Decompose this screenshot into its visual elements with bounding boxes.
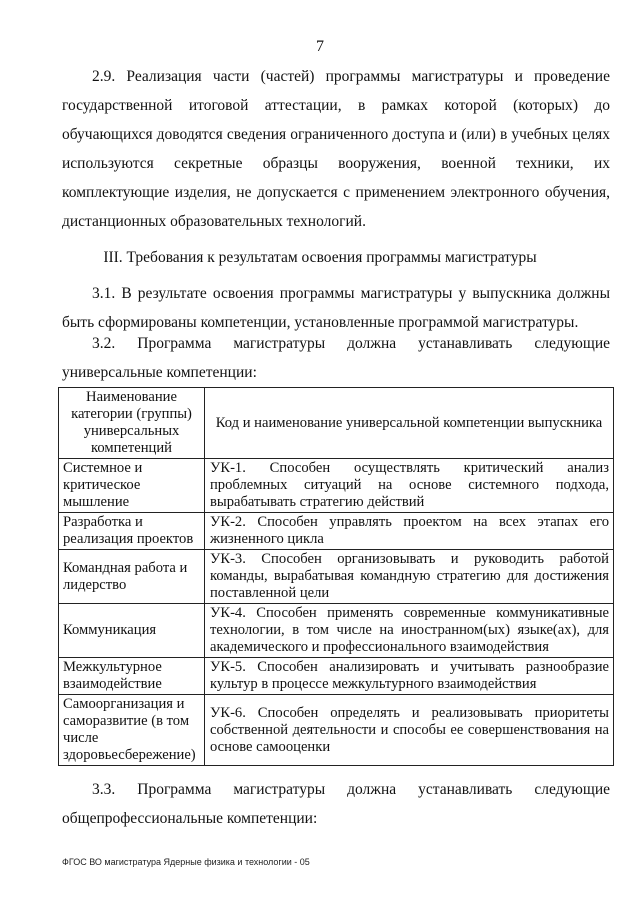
table-row bbox=[59, 658, 614, 695]
table-header-row bbox=[59, 388, 614, 459]
competence-cell: УК-4. Способен применять современные коммуникативные технологии, в том числе на иностранном(ых) языке(ах), для академического и профессионального взаимодействия bbox=[205, 604, 614, 658]
page-number: 7 bbox=[316, 38, 324, 55]
paragraph-2-9: 2.9. Реализация части (частей) программы магистратуры и проведение государственной итоговой аттестации, в рамках которой (которых) до обучающихся доводятся сведения ограниченного доступа и (или) в учебных целях используются секретные образцы вооружения, военной техники, их комплектующие изделия, не допускается с применением электронного обучения, дистанционных образовательных технологий. bbox=[62, 68, 610, 230]
category-cell: Командная работа и лидерство bbox=[59, 550, 205, 604]
category-cell: Разработка и реализация проектов bbox=[59, 513, 205, 550]
competence-cell: УК-6. Способен определять и реализовывать приоритеты собственной деятельности и способы ее совершенствования на основе самооценки bbox=[205, 695, 614, 766]
competence-cell: УК-1. Способен осуществлять критический анализ проблемных ситуаций на основе системного подхода, вырабатывать стратегию действий bbox=[205, 459, 614, 513]
table-row bbox=[59, 604, 614, 658]
paragraph-3-1: 3.1. В результате освоения программы магистратуры у выпускника должны быть сформированы компетенции, установленные программой магистратуры. bbox=[62, 285, 610, 331]
table-row bbox=[59, 513, 614, 550]
competence-cell: УК-2. Способен управлять проектом на всех этапах его жизненного цикла bbox=[205, 513, 614, 550]
footer-text: ФГОС ВО магистратура Ядерные физика и технологии - 05 bbox=[62, 857, 310, 867]
competence-cell: УК-3. Способен организовывать и руководить работой команды, вырабатывая командную стратегию для достижения поставленной цели bbox=[205, 550, 614, 604]
category-cell: Самоорганизация и саморазвитие (в том числе здоровьесбережение) bbox=[59, 695, 205, 766]
paragraph-3-3: 3.3. Программа магистратуры должна устанавливать следующие общепрофессиональные компетенции: bbox=[62, 781, 610, 827]
category-cell: Межкультурное взаимодействие bbox=[59, 658, 205, 695]
category-cell: Системное и критическое мышление bbox=[59, 459, 205, 513]
universal-competencies-table bbox=[58, 387, 614, 766]
table-row bbox=[59, 459, 614, 513]
table-row bbox=[59, 550, 614, 604]
table-row bbox=[59, 695, 614, 766]
section-heading: III. Требования к результатам освоения программы магистратуры bbox=[103, 249, 537, 266]
category-cell: Коммуникация bbox=[59, 604, 205, 658]
header-category: Наименование категории (группы) универсальных компетенций bbox=[59, 388, 205, 459]
paragraph-3-2: 3.2. Программа магистратуры должна устанавливать следующие универсальные компетенции: bbox=[62, 335, 610, 381]
competence-cell: УК-5. Способен анализировать и учитывать разнообразие культур в процессе межкультурного взаимодействия bbox=[205, 658, 614, 695]
header-code: Код и наименование универсальной компетенции выпускника bbox=[205, 388, 614, 459]
